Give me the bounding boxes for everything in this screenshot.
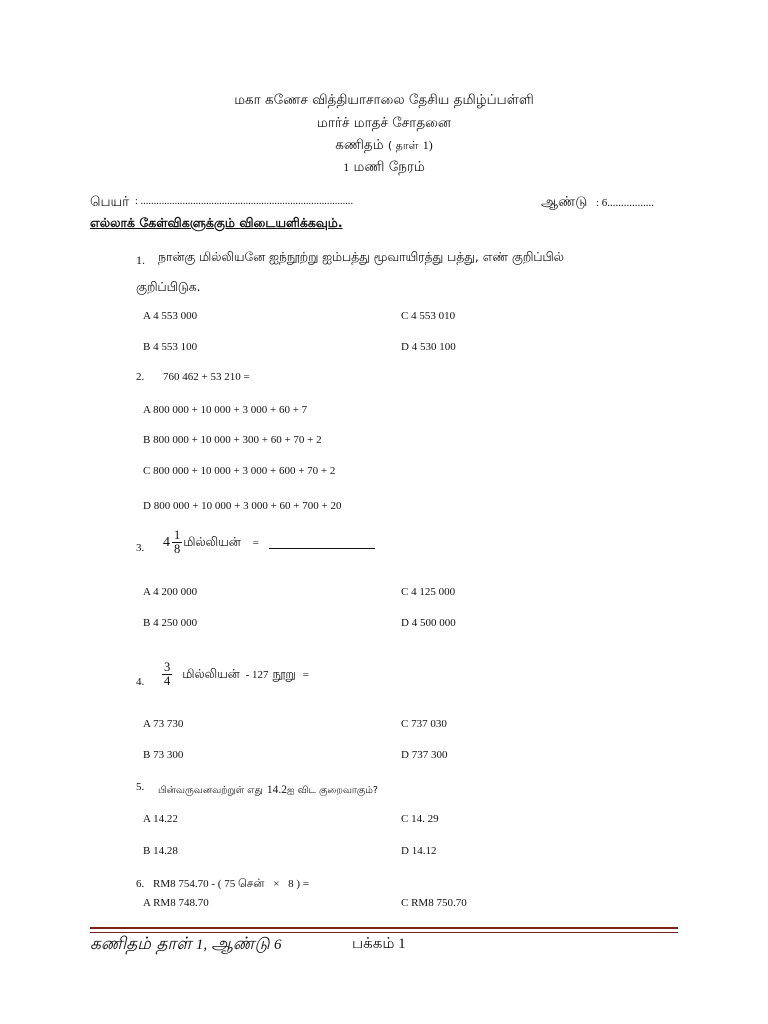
q4-fraction (162, 661, 172, 688)
q3-fraction-den: 8 (174, 542, 181, 557)
q2-number: 2. (136, 371, 145, 383)
footer-page-label: பக்கம் (352, 934, 395, 952)
q3-fraction-num: 1 (174, 528, 181, 542)
q2-expression: 760 462 + 53 210 = (163, 371, 250, 383)
paper-open: ( தாள் (387, 139, 419, 152)
footer-rule-thick (90, 927, 678, 929)
q2-option-c: C 800 000 + 10 000 + 3 000 + 600 + 70 + 2 (143, 465, 336, 477)
q6-times: × (273, 878, 280, 890)
q6-expr2: 8 ) = (288, 878, 310, 890)
q6-option-a: A RM8 748.70 (143, 897, 209, 909)
q1-text-end: , எண் குறிப்பில் (474, 250, 564, 264)
q4-option-b: B 73 300 (143, 749, 184, 761)
q4-minus: - 127 (245, 668, 269, 681)
q4-option-c: C 737 030 (401, 718, 447, 730)
name-label: பெயர் (90, 194, 130, 210)
subject-label: கணிதம் (335, 137, 384, 153)
q3-fraction (172, 529, 182, 556)
q4-option-d: D 737 300 (401, 749, 448, 761)
q5-option-c: C 14. 29 (401, 813, 439, 825)
q3-equals: = (252, 536, 259, 549)
q3-option-a: A 4 200 000 (143, 586, 198, 598)
q4-equals: = (302, 668, 309, 681)
q5-option-b: B 14.28 (143, 845, 178, 857)
instruction-text: எல்லாக் கேள்விகளுக்கும் விடையளிக்கவும் (90, 215, 338, 230)
paper-number: 1) (422, 138, 433, 152)
footer-paper-no: 1, (195, 937, 208, 953)
q5-number: 5. (136, 781, 145, 793)
q1-number: 1. (136, 253, 145, 267)
q3-text: மில்லியன் (183, 534, 241, 549)
duration-label: மணி நேரம் (353, 159, 425, 175)
q3-expression (163, 529, 375, 556)
q2-option-a: A 800 000 + 10 000 + 3 000 + 60 + 7 (143, 404, 308, 416)
q4-fraction-den: 4 (164, 674, 171, 689)
footer-page (352, 934, 406, 954)
footer-subject: கணிதம் தாள் (90, 934, 192, 954)
q2-option-d: D 800 000 + 10 000 + 3 000 + 60 + 700 + 20 (143, 500, 342, 512)
q1-text-line1 (158, 250, 564, 266)
q4-expression (162, 661, 309, 688)
q4-text: மில்லியன் (182, 666, 240, 681)
q4-option-a: A 73 730 (143, 718, 184, 730)
q1-option-d: D 4 530 100 (401, 341, 456, 353)
q5-option-a: A 14.22 (143, 813, 178, 825)
q4-text2: நூறு (272, 666, 296, 681)
q5-value: 14.2 (266, 784, 287, 796)
q6-option-c: C RM8 750.70 (401, 897, 467, 909)
year-value: : 6................. (596, 197, 655, 209)
footer-year-no: 6 (273, 937, 282, 953)
duration-number: 1 (343, 160, 350, 174)
school-name: மகா கணேச வித்தியாசாலை தேசிய தமிழ்ப்பள்ளி (234, 92, 534, 108)
q5-text1: பின்வருவனவற்றுள் எது (158, 785, 263, 796)
subject-line (0, 137, 768, 155)
instruction: எல்லாக் கேள்விகளுக்கும் விடையளிக்கவும். (90, 215, 343, 230)
q6-question (136, 876, 309, 892)
q6-sen: சென் (237, 876, 265, 890)
q1-text-line2: குறிப்பிடுக. (136, 280, 201, 294)
footer-page-no: 1 (398, 936, 406, 952)
footer (90, 934, 281, 956)
q6-number: 6. (136, 878, 145, 890)
q4-fraction-num: 3 (164, 660, 171, 674)
q3-option-b: B 4 250 000 (143, 617, 198, 629)
q3-option-c: C 4 125 000 (401, 586, 456, 598)
name-dots: : ................................................................................. (135, 196, 354, 207)
q3-answer-blank[interactable] (269, 536, 375, 549)
q3-option-d: D 4 500 000 (401, 617, 456, 629)
q2-option-b: B 800 000 + 10 000 + 300 + 60 + 70 + 2 (143, 434, 322, 446)
q5-option-d: D 14.12 (401, 845, 437, 857)
exam-title: மார்ச் மாதச் சோதனை (317, 115, 451, 131)
duration-line (0, 159, 768, 177)
footer-rule-thin (90, 932, 678, 933)
q1-option-b: B 4 553 100 (143, 341, 198, 353)
q5-question (158, 780, 378, 798)
footer-year-label: ஆண்டு (211, 934, 270, 954)
q1-option-a: A 4 553 000 (143, 310, 198, 322)
q1-text: நான்கு மில்லியனே ஐந்நூற்று ஐம்பத்து மூவாயிரத்து பத்து (158, 250, 475, 264)
q1-option-c: C 4 553 010 (401, 310, 456, 322)
year-label: ஆண்டு (541, 194, 588, 210)
q4-number: 4. (136, 676, 145, 688)
q3-whole: 4 (163, 534, 170, 550)
q5-text2: ஐ விட குறைவாகும்? (286, 785, 378, 796)
q3-number: 3. (136, 542, 145, 554)
q6-expr1: RM8 754.70 - ( 75 (153, 878, 236, 890)
